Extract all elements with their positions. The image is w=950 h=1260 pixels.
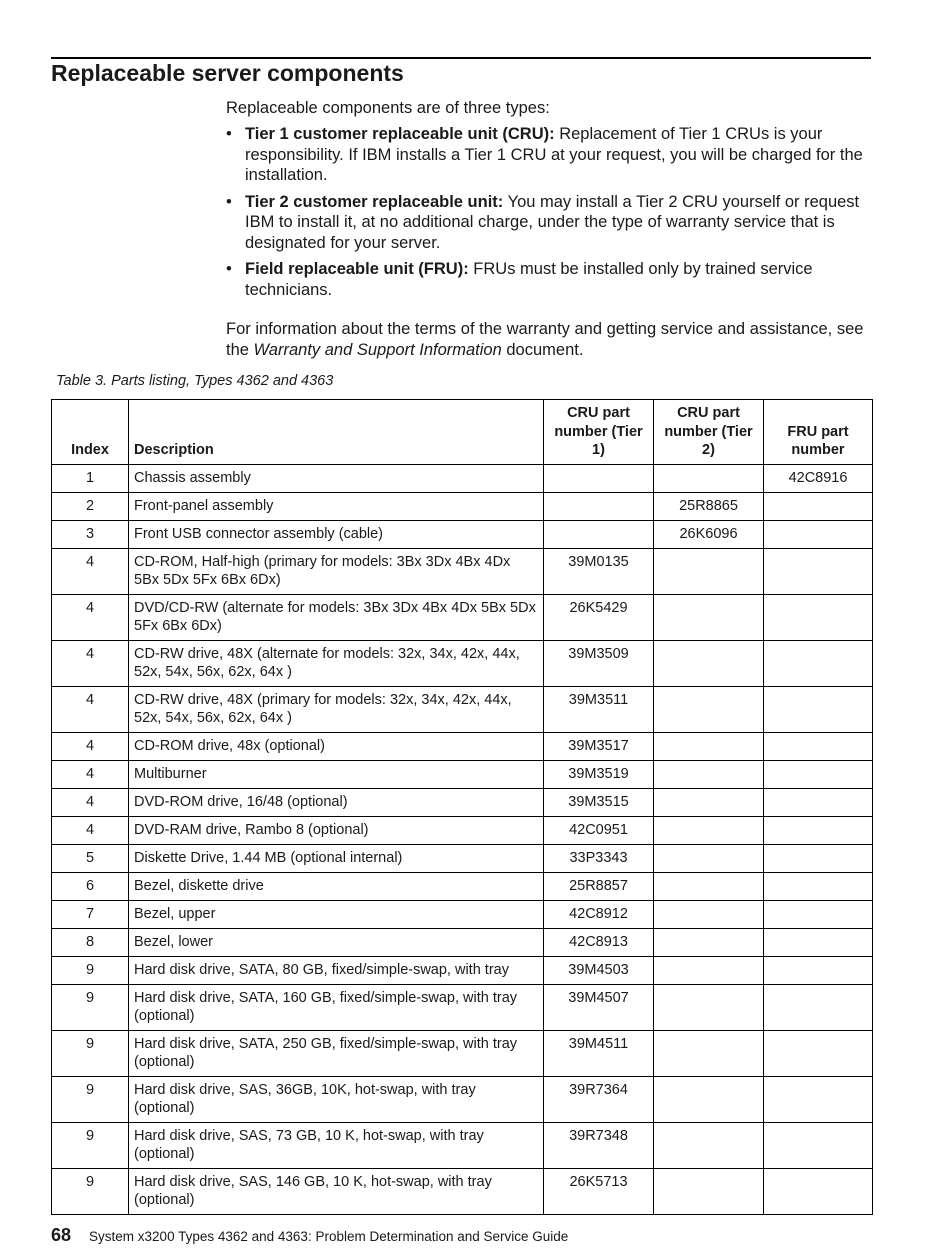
cell-fru: [764, 844, 873, 872]
cell-description: Bezel, lower: [129, 928, 544, 956]
cell-description: Chassis assembly: [129, 464, 544, 492]
cell-cru-tier2: [654, 760, 764, 788]
cell-cru-tier1: 39M3509: [544, 640, 654, 686]
cell-fru: [764, 520, 873, 548]
header-index: Index: [52, 400, 129, 465]
component-types-list: [226, 124, 876, 306]
header-cru-tier2: CRU part number (Tier 2): [654, 400, 764, 465]
cell-cru-tier1: 33P3343: [544, 844, 654, 872]
intro-paragraph: Replaceable components are of three types:: [226, 99, 550, 117]
table-row: [52, 816, 873, 844]
table-row: [52, 760, 873, 788]
table-row: [52, 900, 873, 928]
cell-fru: [764, 928, 873, 956]
cell-cru-tier1: 26K5429: [544, 594, 654, 640]
table-row: [52, 956, 873, 984]
section-title: Replaceable server components: [51, 60, 404, 86]
cell-cru-tier1: 39M4503: [544, 956, 654, 984]
table-caption: Table 3. Parts listing, Types 4362 and 4363: [56, 373, 334, 389]
bullet: •: [226, 192, 232, 211]
cell-cru-tier2: [654, 788, 764, 816]
cell-description: Hard disk drive, SAS, 36GB, 10K, hot-swap, with tray (optional): [129, 1076, 544, 1122]
cell-cru-tier1: [544, 520, 654, 548]
cell-fru: [764, 1076, 873, 1122]
cell-cru-tier1: 26K5713: [544, 1168, 654, 1214]
cell-cru-tier1: 39M3515: [544, 788, 654, 816]
cell-fru: [764, 732, 873, 760]
cell-fru: [764, 872, 873, 900]
cell-description: Front-panel assembly: [129, 492, 544, 520]
table-row: [52, 492, 873, 520]
cell-index: 9: [52, 956, 129, 984]
cell-cru-tier2: [654, 844, 764, 872]
table-row: [52, 1122, 873, 1168]
cell-fru: [764, 548, 873, 594]
cell-cru-tier2: [654, 1076, 764, 1122]
cell-index: 4: [52, 548, 129, 594]
cell-description: Multiburner: [129, 760, 544, 788]
table-row: [52, 788, 873, 816]
cell-index: 1: [52, 464, 129, 492]
parts-table-body: [52, 464, 873, 1214]
cell-fru: [764, 640, 873, 686]
term: Field replaceable unit (FRU):: [245, 260, 469, 278]
cell-cru-tier1: 42C8912: [544, 900, 654, 928]
cell-cru-tier2: [654, 1168, 764, 1214]
cell-cru-tier1: 39M3517: [544, 732, 654, 760]
table-row: [52, 872, 873, 900]
header-rule: [51, 57, 871, 59]
cell-index: 7: [52, 900, 129, 928]
bullet: •: [226, 125, 232, 143]
cell-cru-tier1: 42C0951: [544, 816, 654, 844]
table-row: [52, 640, 873, 686]
cell-fru: [764, 984, 873, 1030]
warranty-info-paragraph: [226, 319, 876, 360]
cell-index: 4: [52, 788, 129, 816]
info-text: For information about the terms of the warranty and getting service and assistance, see the: [226, 320, 864, 359]
cell-description: CD-ROM drive, 48x (optional): [129, 732, 544, 760]
cell-fru: [764, 1168, 873, 1214]
cell-cru-tier1: 42C8913: [544, 928, 654, 956]
cell-fru: [764, 760, 873, 788]
table-row: [52, 844, 873, 872]
cell-cru-tier2: [654, 900, 764, 928]
cell-description: Hard disk drive, SAS, 73 GB, 10 K, hot-swap, with tray (optional): [129, 1122, 544, 1168]
cell-fru: [764, 492, 873, 520]
cell-description: DVD-ROM drive, 16/48 (optional): [129, 788, 544, 816]
cell-fru: [764, 594, 873, 640]
cell-index: 4: [52, 594, 129, 640]
term: Tier 1 customer replaceable unit (CRU):: [245, 125, 555, 143]
table-row: [52, 1168, 873, 1214]
header-description: Description: [129, 400, 544, 465]
list-item-tier1: [226, 124, 876, 186]
cell-fru: 42C8916: [764, 464, 873, 492]
cell-description: Bezel, upper: [129, 900, 544, 928]
cell-index: 9: [52, 1030, 129, 1076]
cell-cru-tier2: [654, 816, 764, 844]
cell-cru-tier2: [654, 1030, 764, 1076]
table-row: [52, 686, 873, 732]
header-fru: FRU part number: [764, 400, 873, 465]
cell-cru-tier2: [654, 1122, 764, 1168]
cell-description: Front USB connector assembly (cable): [129, 520, 544, 548]
info-text-end: document.: [501, 340, 584, 359]
cell-index: 6: [52, 872, 129, 900]
definition: FRUs must be installed only by trained service technicians.: [245, 260, 813, 299]
cell-cru-tier1: 39M3511: [544, 686, 654, 732]
cell-description: CD-RW drive, 48X (alternate for models: 32x, 34x, 42x, 44x, 52x, 54x, 56x, 62x, 64x ): [129, 640, 544, 686]
table-row: [52, 594, 873, 640]
cell-cru-tier1: 39M4507: [544, 984, 654, 1030]
table-row: [52, 464, 873, 492]
table-row: [52, 1076, 873, 1122]
cell-description: Hard disk drive, SATA, 160 GB, fixed/simple-swap, with tray (optional): [129, 984, 544, 1030]
cell-fru: [764, 1122, 873, 1168]
cell-fru: [764, 816, 873, 844]
cell-description: CD-ROM, Half-high (primary for models: 3Bx 3Dx 4Bx 4Dx 5Bx 5Dx 5Fx 6Bx 6Dx): [129, 548, 544, 594]
cell-cru-tier1: 25R8857: [544, 872, 654, 900]
cell-index: 4: [52, 760, 129, 788]
table-row: [52, 984, 873, 1030]
cell-description: Hard disk drive, SATA, 250 GB, fixed/simple-swap, with tray (optional): [129, 1030, 544, 1076]
cell-cru-tier2: [654, 640, 764, 686]
cell-cru-tier1: [544, 464, 654, 492]
cell-index: 4: [52, 686, 129, 732]
cell-fru: [764, 1030, 873, 1076]
cell-cru-tier2: [654, 548, 764, 594]
cell-cru-tier1: 39M4511: [544, 1030, 654, 1076]
cell-description: Hard disk drive, SAS, 146 GB, 10 K, hot-swap, with tray (optional): [129, 1168, 544, 1214]
cell-cru-tier2: [654, 872, 764, 900]
cell-cru-tier2: [654, 928, 764, 956]
cell-description: DVD/CD-RW (alternate for models: 3Bx 3Dx 4Bx 4Dx 5Bx 5Dx 5Fx 6Bx 6Dx): [129, 594, 544, 640]
cell-index: 9: [52, 1122, 129, 1168]
cell-description: Diskette Drive, 1.44 MB (optional internal): [129, 844, 544, 872]
parts-table: [51, 399, 873, 1215]
cell-cru-tier2: 26K6096: [654, 520, 764, 548]
page-footer: [51, 1225, 568, 1246]
cell-index: 8: [52, 928, 129, 956]
cell-index: 4: [52, 732, 129, 760]
header-cru-tier1: CRU part number (Tier 1): [544, 400, 654, 465]
cell-cru-tier1: 39M3519: [544, 760, 654, 788]
table-row: [52, 732, 873, 760]
cell-index: 5: [52, 844, 129, 872]
cell-cru-tier1: 39R7364: [544, 1076, 654, 1122]
cell-description: CD-RW drive, 48X (primary for models: 32x, 34x, 42x, 44x, 52x, 54x, 56x, 62x, 64x ): [129, 686, 544, 732]
cell-description: Bezel, diskette drive: [129, 872, 544, 900]
term: Tier 2 customer replaceable unit:: [245, 192, 504, 211]
page-number: 68: [51, 1225, 72, 1245]
cell-cru-tier2: [654, 984, 764, 1030]
cell-index: 9: [52, 1168, 129, 1214]
cell-cru-tier2: [654, 732, 764, 760]
cell-cru-tier2: [654, 594, 764, 640]
cell-index: 4: [52, 640, 129, 686]
document-title: Warranty and Support Information: [253, 340, 502, 359]
definition: You may install a Tier 2 CRU yourself or request IBM to install it, at no additional charge, under the type of warranty service that is designated for your server.: [245, 192, 860, 252]
cell-cru-tier2: [654, 956, 764, 984]
table-header-row: [52, 400, 873, 465]
bullet: •: [226, 260, 232, 278]
cell-index: 2: [52, 492, 129, 520]
cell-fru: [764, 956, 873, 984]
cell-fru: [764, 900, 873, 928]
footer-title: System x3200 Types 4362 and 4363: Problem Determination and Service Guide: [89, 1229, 569, 1244]
cell-cru-tier2: [654, 686, 764, 732]
table-row: [52, 1030, 873, 1076]
definition: Replacement of Tier 1 CRUs is your responsibility. If IBM installs a Tier 1 CRU at your request, you will be charged for the installation.: [245, 125, 863, 184]
cell-cru-tier2: [654, 464, 764, 492]
table-row: [52, 520, 873, 548]
cell-fru: [764, 686, 873, 732]
cell-description: DVD-RAM drive, Rambo 8 (optional): [129, 816, 544, 844]
list-item-fru: [226, 259, 876, 300]
cell-description: Hard disk drive, SATA, 80 GB, fixed/simple-swap, with tray: [129, 956, 544, 984]
table-row: [52, 928, 873, 956]
cell-cru-tier1: 39R7348: [544, 1122, 654, 1168]
table-row: [52, 548, 873, 594]
cell-cru-tier2: 25R8865: [654, 492, 764, 520]
cell-fru: [764, 788, 873, 816]
cell-index: 9: [52, 1076, 129, 1122]
cell-cru-tier1: 39M0135: [544, 548, 654, 594]
cell-cru-tier1: [544, 492, 654, 520]
list-item-tier2: [226, 192, 876, 254]
cell-index: 9: [52, 984, 129, 1030]
cell-index: 4: [52, 816, 129, 844]
cell-index: 3: [52, 520, 129, 548]
